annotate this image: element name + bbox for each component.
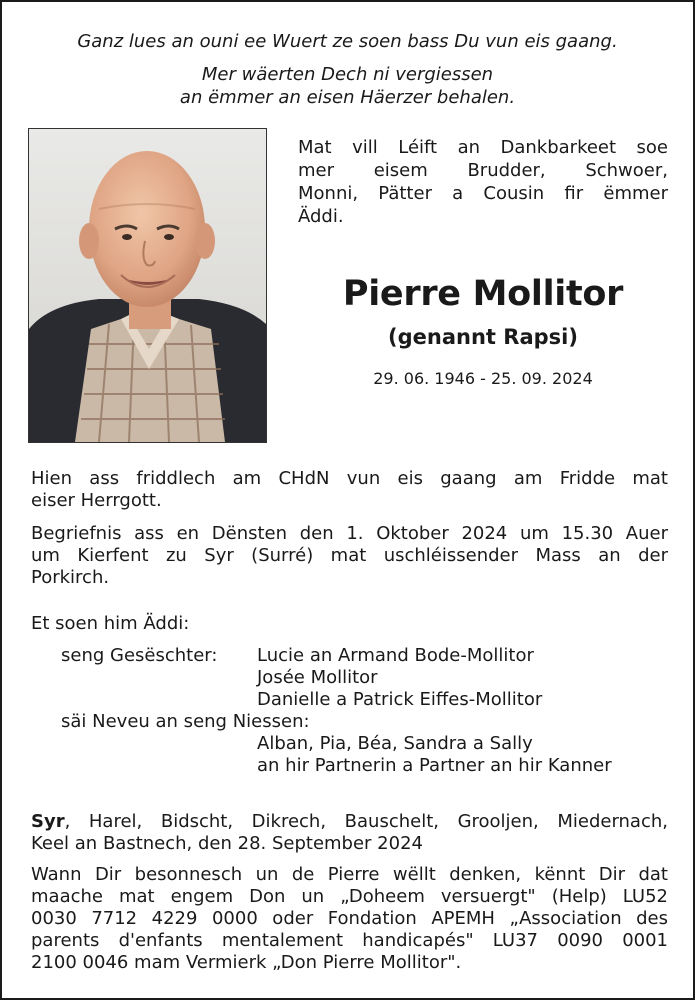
- paragraph-line: Keel an Bastnech, den 28. September 2024: [31, 833, 423, 854]
- poem-line-3: an ëmmer an eisen Häerzer behalen.: [179, 87, 516, 108]
- sibling-entry: Josée Mollitor: [257, 667, 378, 688]
- list-item: [61, 645, 671, 667]
- paragraph-line: eiser Herrgott.: [31, 490, 162, 511]
- nephews-label: säi Neveu an seng Niessen:: [61, 711, 310, 732]
- siblings-label: seng Gesëschter:: [61, 645, 218, 666]
- town-list: , Harel, Bidscht, Dikrech, Bauschelt, Grooljen, Miedernach,: [64, 811, 668, 832]
- list-item: [61, 733, 671, 755]
- paragraph-line: um Kierfent zu Syr (Surré) mat uschléissender Mass an der: [31, 545, 668, 566]
- list-item: [61, 689, 671, 711]
- paragraph-line: parents d'enfants mentalement handicapés" LU37 0090 0001: [31, 930, 668, 951]
- dedication-line: mer eisem Brudder, Schwoer,: [298, 160, 668, 181]
- poem-line-2: Mer wäerten Dech ni vergiessen: [201, 64, 494, 85]
- paragraph-line: Wann Dir besonnesch un de Pierre wëllt denken, kënnt Dir dat: [31, 864, 668, 885]
- nephew-entry: an hir Partnerin a Partner an hir Kanner: [257, 755, 612, 776]
- portrait-photo: [28, 128, 267, 443]
- paragraph-line: [31, 811, 668, 833]
- deceased-name: Pierre Mollitor: [342, 274, 624, 314]
- dedication-line: Äddi.: [298, 206, 344, 227]
- poem-verse: [2, 63, 693, 109]
- funeral-paragraph: [31, 523, 668, 589]
- deceased-nickname: (genannt Rapsi): [388, 325, 578, 349]
- list-item: [61, 711, 671, 733]
- paragraph-line: Hien ass friddlech am CHdN vun eis gaang am Fridde mat: [31, 468, 668, 489]
- paragraph-line: 0030 7712 4229 0000 oder Fondation APEMH „Association des: [31, 908, 668, 929]
- paragraph-line: 2100 0046 mam Vermierk „Don Pierre Mollitor".: [31, 952, 462, 973]
- donation-paragraph: [31, 864, 668, 974]
- list-item: [61, 755, 671, 777]
- nephew-entry: Alban, Pia, Béa, Sandra a Sally: [257, 733, 533, 754]
- relatives-list: [61, 645, 671, 777]
- town-name: Syr: [31, 811, 65, 832]
- paragraph-line: Begriefnis ass en Dënsten den 1. Oktober 2024 um 15.30 Auer: [31, 523, 668, 544]
- list-item: [61, 667, 671, 689]
- poem-line-1: Ganz lues an ouni ee Wuert ze soen bass Du vun eis gaang.: [77, 31, 618, 52]
- sibling-entry: Lucie an Armand Bode-Mollitor: [257, 645, 534, 666]
- mourners-intro: Et soen him Äddi:: [31, 613, 190, 634]
- paragraph-line: Porkirch.: [31, 567, 110, 588]
- paragraph-line: maache mat engem Don un „Doheem versuergt" (Help) LU52: [31, 886, 668, 907]
- dedication-line: Mat vill Léift an Dankbarkeet soe: [298, 137, 668, 158]
- sibling-entry: Danielle a Patrick Eiffes-Mollitor: [257, 689, 543, 710]
- dedication-text: [298, 136, 668, 228]
- dedication-line: Monni, Pätter a Cousin fir ëmmer: [298, 183, 668, 204]
- passing-paragraph: [31, 468, 668, 512]
- place-and-date: [31, 811, 668, 855]
- portrait-illustration: [29, 129, 266, 442]
- life-dates: 29. 06. 1946 - 25. 09. 2024: [373, 369, 593, 388]
